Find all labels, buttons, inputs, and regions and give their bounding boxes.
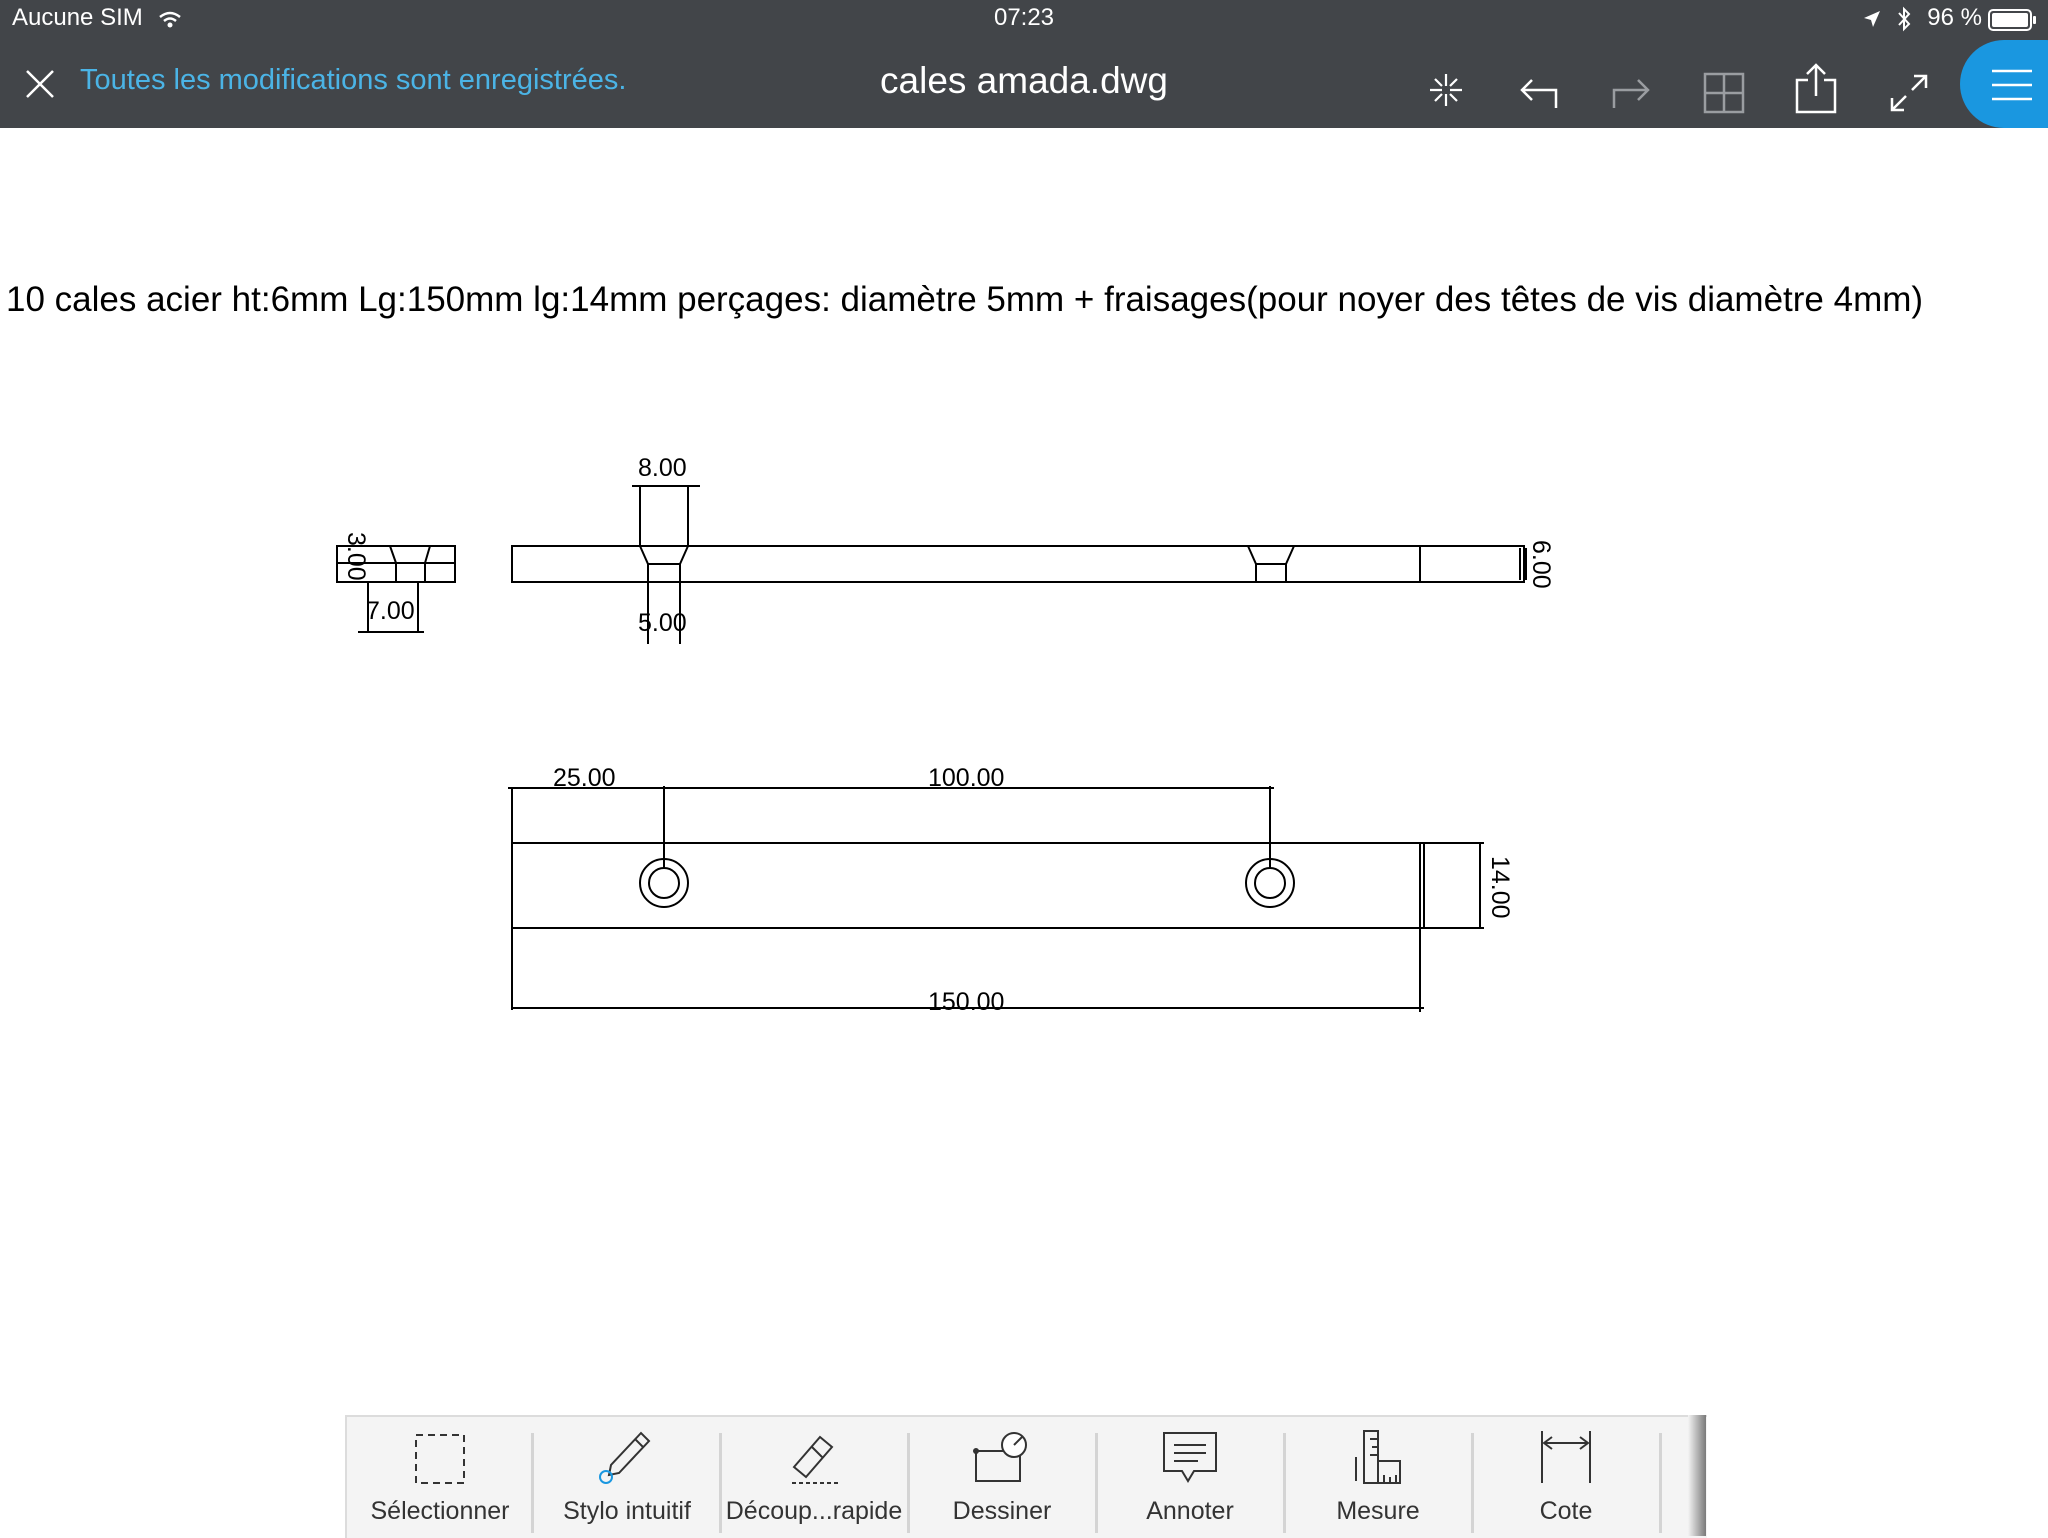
dim-spacing: 100.00	[928, 764, 1005, 792]
bottom-toolbar	[345, 1415, 1707, 1538]
bluetooth-icon	[1896, 6, 1912, 32]
location-icon	[1862, 9, 1882, 29]
tool-measure-label: Mesure	[1336, 1497, 1420, 1525]
share-icon[interactable]	[1794, 62, 1838, 114]
dim-width: 14.00	[1486, 856, 1514, 919]
dim-thickness: 6.00	[1527, 540, 1555, 589]
tool-measure[interactable]	[1285, 1417, 1471, 1538]
toolbar-scroll-edge	[1688, 1415, 1706, 1536]
tool-draw[interactable]	[909, 1417, 1095, 1538]
dim-length: 150.00	[928, 988, 1005, 1016]
dim-side-width: 7.00	[366, 597, 415, 625]
tool-pen-label: Stylo intuitif	[563, 1497, 691, 1525]
annotate-icon	[1160, 1427, 1220, 1487]
tool-annotate-label: Annoter	[1146, 1497, 1234, 1525]
undo-icon[interactable]	[1516, 72, 1560, 112]
draw-icon	[972, 1427, 1032, 1487]
tool-pen[interactable]	[534, 1417, 720, 1538]
tool-cutter[interactable]	[721, 1417, 907, 1538]
fullscreen-icon[interactable]	[1888, 72, 1930, 114]
tool-draw-label: Dessiner	[952, 1497, 1052, 1525]
dim-hole: 5.00	[638, 609, 687, 637]
file-name-title: cales amada.dwg	[880, 60, 1168, 101]
menu-icon	[1990, 68, 2034, 102]
layout-icon[interactable]	[1703, 72, 1745, 114]
dim-first-hole: 25.00	[553, 764, 616, 792]
tool-annotate[interactable]	[1097, 1417, 1283, 1538]
tool-cutter-label: Découp...rapide	[725, 1497, 903, 1525]
cutter-icon	[784, 1427, 844, 1487]
drawing-note: 10 cales acier ht:6mm Lg:150mm lg:14mm perçages: diamètre 5mm + fraisages(pour noyer des têtes de vis diamètre 4mm)	[6, 280, 1924, 319]
tool-dimension-label: Cote	[1539, 1497, 1593, 1525]
battery-icon	[1988, 9, 2038, 33]
redo-icon[interactable]	[1610, 72, 1654, 112]
drawing-canvas[interactable]	[0, 128, 2048, 1408]
select-icon	[410, 1427, 470, 1487]
battery-percent: 96 %	[1927, 4, 1982, 31]
tool-select[interactable]	[347, 1417, 533, 1538]
dimension-icon	[1536, 1427, 1596, 1487]
toolbar-divider	[1659, 1433, 1662, 1533]
measure-icon	[1348, 1427, 1408, 1487]
menu-button[interactable]	[1960, 40, 2048, 128]
clock-label: 07:23	[993, 4, 1055, 31]
tool-dimension[interactable]	[1473, 1417, 1659, 1538]
carrier-label: Aucune SIM	[12, 4, 143, 31]
dim-counterbore: 8.00	[638, 454, 687, 482]
pen-icon	[597, 1427, 657, 1487]
snap-icon[interactable]	[1426, 70, 1466, 110]
tool-select-label: Sélectionner	[370, 1497, 510, 1525]
top-bar	[0, 0, 2048, 128]
dim-side-height: 3.00	[342, 532, 370, 581]
saved-status-message: Toutes les modifications sont enregistrées.	[80, 64, 627, 96]
